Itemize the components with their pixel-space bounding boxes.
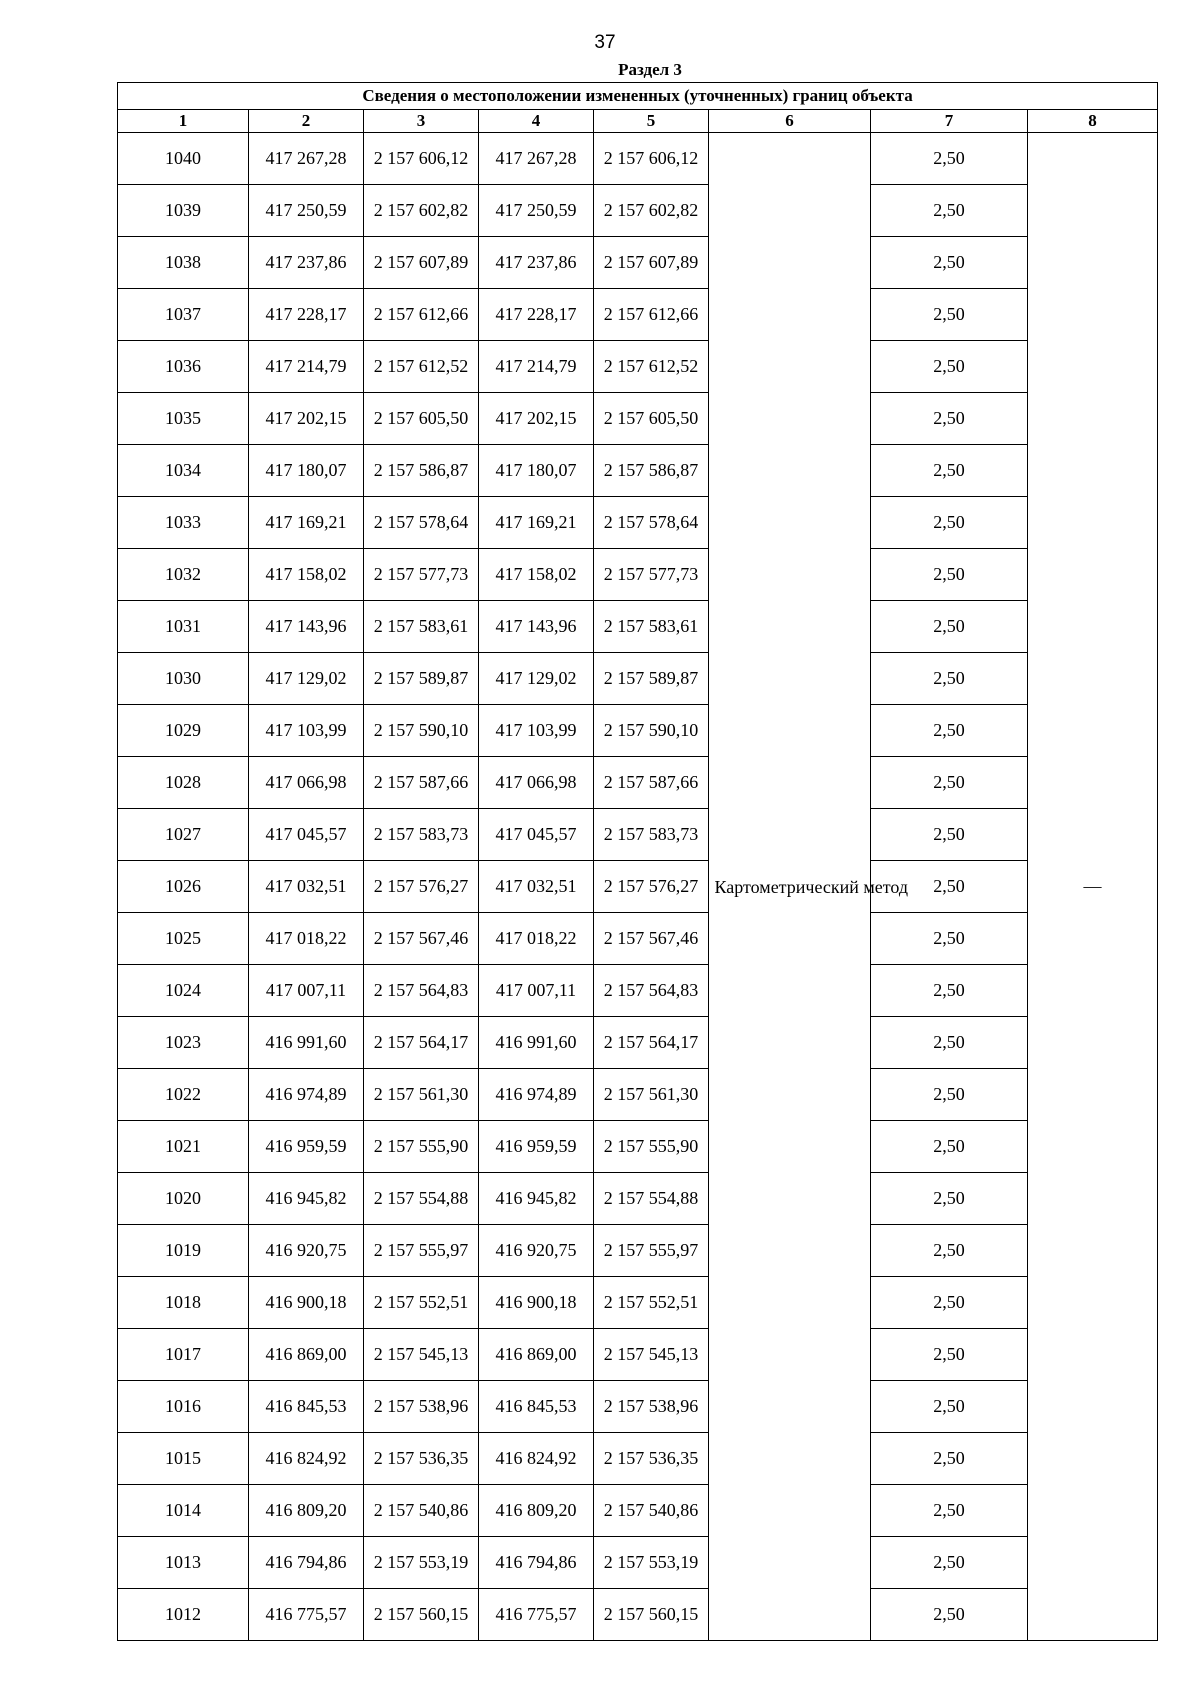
accuracy-cell: 2,50 xyxy=(871,237,1028,289)
x-new-cell: 417 214,79 xyxy=(479,341,594,393)
y-new-cell: 2 157 578,64 xyxy=(594,497,709,549)
x-new-cell: 416 824,92 xyxy=(479,1433,594,1485)
y-new-cell: 2 157 561,30 xyxy=(594,1069,709,1121)
x-new-cell: 416 974,89 xyxy=(479,1069,594,1121)
table-row xyxy=(118,1277,1158,1329)
y-existing-cell: 2 157 540,86 xyxy=(364,1485,479,1537)
y-existing-cell: 2 157 612,52 xyxy=(364,341,479,393)
point-number-cell: 1029 xyxy=(118,705,249,757)
x-existing-cell: 416 809,20 xyxy=(249,1485,364,1537)
y-new-cell: 2 157 576,27 xyxy=(594,861,709,913)
table-row xyxy=(118,601,1158,653)
x-existing-cell: 416 900,18 xyxy=(249,1277,364,1329)
x-new-cell: 417 250,59 xyxy=(479,185,594,237)
point-number-cell: 1030 xyxy=(118,653,249,705)
accuracy-cell: 2,50 xyxy=(871,1485,1028,1537)
y-new-cell: 2 157 583,73 xyxy=(594,809,709,861)
x-new-cell: 416 775,57 xyxy=(479,1589,594,1641)
point-number-cell: 1031 xyxy=(118,601,249,653)
x-existing-cell: 417 032,51 xyxy=(249,861,364,913)
column-number: 3 xyxy=(364,110,479,133)
y-existing-cell: 2 157 576,27 xyxy=(364,861,479,913)
x-new-cell: 416 809,20 xyxy=(479,1485,594,1537)
y-existing-cell: 2 157 553,19 xyxy=(364,1537,479,1589)
page-number: 37 xyxy=(594,32,616,53)
x-new-cell: 417 228,17 xyxy=(479,289,594,341)
point-number-cell: 1022 xyxy=(118,1069,249,1121)
point-number-cell: 1037 xyxy=(118,289,249,341)
accuracy-cell: 2,50 xyxy=(871,705,1028,757)
point-number-cell: 1028 xyxy=(118,757,249,809)
y-existing-cell: 2 157 554,88 xyxy=(364,1173,479,1225)
x-existing-cell: 417 066,98 xyxy=(249,757,364,809)
point-number-cell: 1025 xyxy=(118,913,249,965)
table-row xyxy=(118,1537,1158,1589)
y-new-cell: 2 157 602,82 xyxy=(594,185,709,237)
accuracy-cell: 2,50 xyxy=(871,133,1028,185)
y-existing-cell: 2 157 590,10 xyxy=(364,705,479,757)
section-title: Раздел 3 xyxy=(618,60,682,79)
x-existing-cell: 417 180,07 xyxy=(249,445,364,497)
table-row xyxy=(118,393,1158,445)
x-new-cell: 416 869,00 xyxy=(479,1329,594,1381)
accuracy-cell: 2,50 xyxy=(871,497,1028,549)
y-new-cell: 2 157 607,89 xyxy=(594,237,709,289)
point-number-cell: 1034 xyxy=(118,445,249,497)
x-existing-cell: 417 237,86 xyxy=(249,237,364,289)
table-row xyxy=(118,913,1158,965)
x-existing-cell: 417 228,17 xyxy=(249,289,364,341)
x-new-cell: 417 202,15 xyxy=(479,393,594,445)
table-row xyxy=(118,445,1158,497)
x-existing-cell: 416 775,57 xyxy=(249,1589,364,1641)
y-existing-cell: 2 157 538,96 xyxy=(364,1381,479,1433)
accuracy-cell: 2,50 xyxy=(871,653,1028,705)
table-row xyxy=(118,965,1158,1017)
column-number-row xyxy=(118,110,1158,133)
x-new-cell: 417 267,28 xyxy=(479,133,594,185)
y-new-cell: 2 157 612,52 xyxy=(594,341,709,393)
x-new-cell: 417 158,02 xyxy=(479,549,594,601)
point-number-cell: 1013 xyxy=(118,1537,249,1589)
y-existing-cell: 2 157 552,51 xyxy=(364,1277,479,1329)
x-new-cell: 417 180,07 xyxy=(479,445,594,497)
accuracy-cell: 2,50 xyxy=(871,445,1028,497)
x-existing-cell: 417 214,79 xyxy=(249,341,364,393)
table-row xyxy=(118,1329,1158,1381)
point-number-cell: 1036 xyxy=(118,341,249,393)
x-existing-cell: 417 129,02 xyxy=(249,653,364,705)
y-new-cell: 2 157 540,86 xyxy=(594,1485,709,1537)
accuracy-cell: 2,50 xyxy=(871,757,1028,809)
y-new-cell: 2 157 560,15 xyxy=(594,1589,709,1641)
table-row xyxy=(118,341,1158,393)
column-number: 1 xyxy=(118,110,249,133)
y-existing-cell: 2 157 602,82 xyxy=(364,185,479,237)
accuracy-cell: 2,50 xyxy=(871,185,1028,237)
column-number: 7 xyxy=(871,110,1028,133)
point-number-cell: 1021 xyxy=(118,1121,249,1173)
x-new-cell: 416 991,60 xyxy=(479,1017,594,1069)
accuracy-cell: 2,50 xyxy=(871,861,1028,913)
point-number-cell: 1014 xyxy=(118,1485,249,1537)
x-existing-cell: 417 158,02 xyxy=(249,549,364,601)
accuracy-cell: 2,50 xyxy=(871,1589,1028,1641)
y-existing-cell: 2 157 564,17 xyxy=(364,1017,479,1069)
y-new-cell: 2 157 555,97 xyxy=(594,1225,709,1277)
x-new-cell: 416 845,53 xyxy=(479,1381,594,1433)
y-new-cell: 2 157 605,50 xyxy=(594,393,709,445)
y-new-cell: 2 157 564,17 xyxy=(594,1017,709,1069)
accuracy-cell: 2,50 xyxy=(871,1381,1028,1433)
accuracy-cell: 2,50 xyxy=(871,1329,1028,1381)
table-row xyxy=(118,1121,1158,1173)
y-new-cell: 2 157 583,61 xyxy=(594,601,709,653)
accuracy-cell: 2,50 xyxy=(871,809,1028,861)
table-row xyxy=(118,289,1158,341)
point-number-cell: 1032 xyxy=(118,549,249,601)
method-cell xyxy=(709,133,909,1641)
table-row xyxy=(118,1173,1158,1225)
column-number: 8 xyxy=(1028,110,1158,133)
y-existing-cell: 2 157 561,30 xyxy=(364,1069,479,1121)
y-new-cell: 2 157 577,73 xyxy=(594,549,709,601)
point-number-cell: 1016 xyxy=(118,1381,249,1433)
y-existing-cell: 2 157 536,35 xyxy=(364,1433,479,1485)
x-new-cell: 417 066,98 xyxy=(479,757,594,809)
y-existing-cell: 2 157 567,46 xyxy=(364,913,479,965)
x-existing-cell: 416 920,75 xyxy=(249,1225,364,1277)
point-number-cell: 1040 xyxy=(118,133,249,185)
y-new-cell: 2 157 555,90 xyxy=(594,1121,709,1173)
point-number-cell: 1038 xyxy=(118,237,249,289)
x-new-cell: 416 945,82 xyxy=(479,1173,594,1225)
table-row xyxy=(118,1069,1158,1121)
y-new-cell: 2 157 536,35 xyxy=(594,1433,709,1485)
x-existing-cell: 417 169,21 xyxy=(249,497,364,549)
y-existing-cell: 2 157 577,73 xyxy=(364,549,479,601)
y-existing-cell: 2 157 555,97 xyxy=(364,1225,479,1277)
x-existing-cell: 417 250,59 xyxy=(249,185,364,237)
accuracy-cell: 2,50 xyxy=(871,913,1028,965)
table-row xyxy=(118,549,1158,601)
y-existing-cell: 2 157 589,87 xyxy=(364,653,479,705)
accuracy-cell: 2,50 xyxy=(871,965,1028,1017)
y-existing-cell: 2 157 612,66 xyxy=(364,289,479,341)
point-number-cell: 1015 xyxy=(118,1433,249,1485)
table-row xyxy=(118,705,1158,757)
x-new-cell: 417 103,99 xyxy=(479,705,594,757)
accuracy-cell: 2,50 xyxy=(871,1017,1028,1069)
y-new-cell: 2 157 567,46 xyxy=(594,913,709,965)
point-number-cell: 1020 xyxy=(118,1173,249,1225)
x-new-cell: 417 018,22 xyxy=(479,913,594,965)
y-existing-cell: 2 157 586,87 xyxy=(364,445,479,497)
table-row xyxy=(118,1589,1158,1641)
y-new-cell: 2 157 538,96 xyxy=(594,1381,709,1433)
table-row xyxy=(118,809,1158,861)
point-number-cell: 1027 xyxy=(118,809,249,861)
x-new-cell: 416 794,86 xyxy=(479,1537,594,1589)
column-number: 6 xyxy=(709,110,871,133)
table-row xyxy=(118,1381,1158,1433)
y-existing-cell: 2 157 606,12 xyxy=(364,133,479,185)
point-number-cell: 1039 xyxy=(118,185,249,237)
y-new-cell: 2 157 586,87 xyxy=(594,445,709,497)
y-existing-cell: 2 157 578,64 xyxy=(364,497,479,549)
x-new-cell: 417 045,57 xyxy=(479,809,594,861)
y-existing-cell: 2 157 555,90 xyxy=(364,1121,479,1173)
point-number-cell: 1033 xyxy=(118,497,249,549)
x-new-cell: 416 920,75 xyxy=(479,1225,594,1277)
x-existing-cell: 417 103,99 xyxy=(249,705,364,757)
y-existing-cell: 2 157 607,89 xyxy=(364,237,479,289)
x-existing-cell: 416 959,59 xyxy=(249,1121,364,1173)
point-number-cell: 1018 xyxy=(118,1277,249,1329)
table-row xyxy=(118,861,1158,913)
table-caption: Сведения о местоположении измененных (уточненных) границ объекта xyxy=(118,83,1158,110)
x-new-cell: 416 959,59 xyxy=(479,1121,594,1173)
point-number-cell: 1012 xyxy=(118,1589,249,1641)
method-text: Картометрический метод xyxy=(714,876,909,897)
y-new-cell: 2 157 564,83 xyxy=(594,965,709,1017)
accuracy-cell: 2,50 xyxy=(871,601,1028,653)
accuracy-cell: 2,50 xyxy=(871,1225,1028,1277)
y-existing-cell: 2 157 583,73 xyxy=(364,809,479,861)
col8-cell: — xyxy=(1028,133,1158,1641)
y-new-cell: 2 157 587,66 xyxy=(594,757,709,809)
x-new-cell: 417 169,21 xyxy=(479,497,594,549)
table-row xyxy=(118,133,1158,185)
table-row xyxy=(118,1485,1158,1537)
x-new-cell: 417 032,51 xyxy=(479,861,594,913)
table-row xyxy=(118,757,1158,809)
y-new-cell: 2 157 553,19 xyxy=(594,1537,709,1589)
x-existing-cell: 417 143,96 xyxy=(249,601,364,653)
x-existing-cell: 417 007,11 xyxy=(249,965,364,1017)
y-new-cell: 2 157 554,88 xyxy=(594,1173,709,1225)
y-new-cell: 2 157 545,13 xyxy=(594,1329,709,1381)
x-new-cell: 417 237,86 xyxy=(479,237,594,289)
x-existing-cell: 417 045,57 xyxy=(249,809,364,861)
table-row xyxy=(118,1017,1158,1069)
point-number-cell: 1017 xyxy=(118,1329,249,1381)
y-existing-cell: 2 157 587,66 xyxy=(364,757,479,809)
column-number: 2 xyxy=(249,110,364,133)
accuracy-cell: 2,50 xyxy=(871,549,1028,601)
column-number: 5 xyxy=(594,110,709,133)
x-new-cell: 416 900,18 xyxy=(479,1277,594,1329)
table-row xyxy=(118,1225,1158,1277)
x-new-cell: 417 143,96 xyxy=(479,601,594,653)
y-existing-cell: 2 157 605,50 xyxy=(364,393,479,445)
accuracy-cell: 2,50 xyxy=(871,1537,1028,1589)
accuracy-cell: 2,50 xyxy=(871,341,1028,393)
table-row xyxy=(118,653,1158,705)
table-caption-row xyxy=(118,83,1158,110)
x-existing-cell: 416 845,53 xyxy=(249,1381,364,1433)
x-existing-cell: 417 202,15 xyxy=(249,393,364,445)
y-existing-cell: 2 157 560,15 xyxy=(364,1589,479,1641)
accuracy-cell: 2,50 xyxy=(871,1277,1028,1329)
table-row xyxy=(118,1433,1158,1485)
accuracy-cell: 2,50 xyxy=(871,289,1028,341)
y-new-cell: 2 157 552,51 xyxy=(594,1277,709,1329)
y-new-cell: 2 157 612,66 xyxy=(594,289,709,341)
x-existing-cell: 417 018,22 xyxy=(249,913,364,965)
point-number-cell: 1024 xyxy=(118,965,249,1017)
x-existing-cell: 417 267,28 xyxy=(249,133,364,185)
y-existing-cell: 2 157 564,83 xyxy=(364,965,479,1017)
accuracy-cell: 2,50 xyxy=(871,1069,1028,1121)
table-row xyxy=(118,237,1158,289)
x-existing-cell: 416 945,82 xyxy=(249,1173,364,1225)
x-new-cell: 417 129,02 xyxy=(479,653,594,705)
x-existing-cell: 416 794,86 xyxy=(249,1537,364,1589)
point-number-cell: 1026 xyxy=(118,861,249,913)
accuracy-cell: 2,50 xyxy=(871,1173,1028,1225)
x-existing-cell: 416 869,00 xyxy=(249,1329,364,1381)
x-new-cell: 417 007,11 xyxy=(479,965,594,1017)
x-existing-cell: 416 991,60 xyxy=(249,1017,364,1069)
y-new-cell: 2 157 590,10 xyxy=(594,705,709,757)
x-existing-cell: 416 824,92 xyxy=(249,1433,364,1485)
accuracy-cell: 2,50 xyxy=(871,1433,1028,1485)
x-existing-cell: 416 974,89 xyxy=(249,1069,364,1121)
table-row xyxy=(118,185,1158,237)
point-number-cell: 1023 xyxy=(118,1017,249,1069)
point-number-cell: 1019 xyxy=(118,1225,249,1277)
table-row xyxy=(118,497,1158,549)
y-new-cell: 2 157 606,12 xyxy=(594,133,709,185)
accuracy-cell: 2,50 xyxy=(871,1121,1028,1173)
y-existing-cell: 2 157 583,61 xyxy=(364,601,479,653)
accuracy-cell: 2,50 xyxy=(871,393,1028,445)
point-number-cell: 1035 xyxy=(118,393,249,445)
y-new-cell: 2 157 589,87 xyxy=(594,653,709,705)
column-number: 4 xyxy=(479,110,594,133)
boundary-table xyxy=(117,82,1158,1641)
y-existing-cell: 2 157 545,13 xyxy=(364,1329,479,1381)
